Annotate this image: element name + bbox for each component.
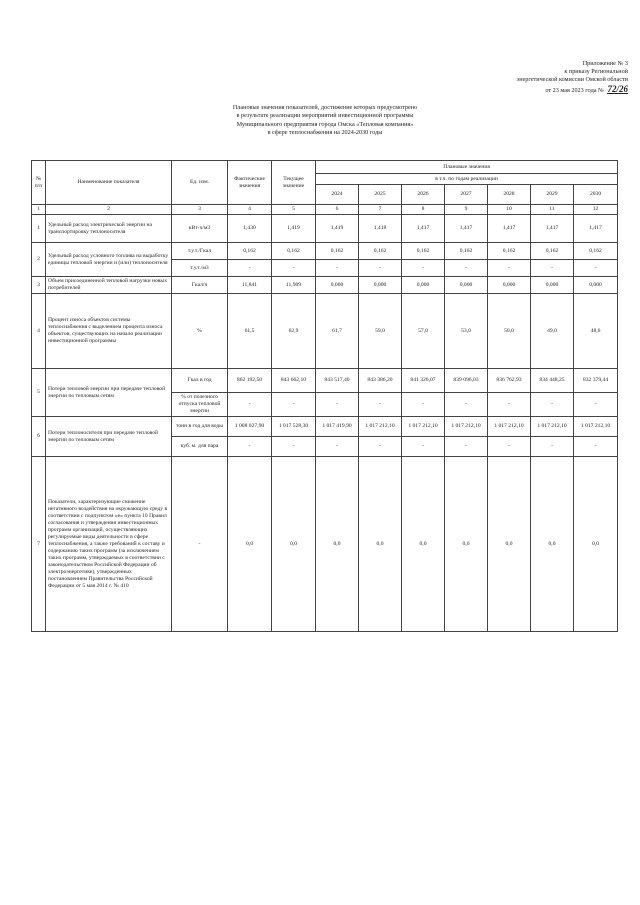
year-value: - [316, 393, 359, 417]
current-value: - [272, 393, 316, 417]
title-line: Муниципального предприятия города Омска «Тепловая компания» [236, 120, 414, 128]
year-value: 48,6 [574, 294, 618, 369]
year-value: 49,0 [531, 294, 574, 369]
actual-value: 0,0 [228, 457, 272, 632]
header-current: Текущее значение [272, 161, 316, 205]
year-value: 0,0 [402, 457, 445, 632]
actual-value: 862 192,50 [228, 369, 272, 393]
year-value: 0,000 [402, 277, 445, 294]
year-value: - [445, 393, 488, 417]
row-number: 6 [32, 417, 46, 457]
column-number: 6 [316, 205, 359, 215]
year-value: 0,0 [359, 457, 402, 632]
current-value: 1 017 528,30 [272, 417, 316, 437]
year-value: 0,162 [445, 243, 488, 260]
actual-value: 1 008 027,90 [228, 417, 272, 437]
year-value: 836 762,93 [488, 369, 531, 393]
indicator-name: Потери тепловой энергии при передаче тепловой энергии по тепловым сетям [46, 369, 172, 417]
year-value: - [531, 437, 574, 457]
unit-cell: Гкал в год [172, 369, 228, 393]
year-value: 1,419 [316, 215, 359, 243]
year-value: 1 017 212,10 [574, 417, 618, 437]
year-value: - [402, 393, 445, 417]
order-number: 72/26 [607, 83, 628, 94]
title-line: в результате реализации мероприятий инвестиционной программы [236, 112, 414, 120]
table-row [32, 417, 618, 437]
row-number: 3 [32, 277, 46, 294]
year-value: 0,162 [531, 243, 574, 260]
indicator-name: Удельный расход электрической энергии на транспортировку теплоносителя [46, 215, 172, 243]
table-row [32, 215, 618, 243]
year-value: 0,000 [359, 277, 402, 294]
year-value: 1,417 [445, 215, 488, 243]
actual-value: - [228, 393, 272, 417]
table-row [32, 294, 618, 369]
year-value: 0,000 [488, 277, 531, 294]
year-value: 839 096,03 [445, 369, 488, 393]
year-value: 0,162 [359, 243, 402, 260]
year-value: 50,0 [488, 294, 531, 369]
year-value: 1 017 212,10 [359, 417, 402, 437]
year-value: 1 017 212,10 [402, 417, 445, 437]
current-value: 843 662,10 [272, 369, 316, 393]
year-value: - [445, 260, 488, 277]
year-value: 832 379,44 [574, 369, 618, 393]
year-value: - [531, 393, 574, 417]
header-year: 2026 [402, 185, 445, 205]
column-number: 3 [172, 205, 228, 215]
year-value: 0,000 [445, 277, 488, 294]
title-line: в сфере теплоснабжения на 2024-2030 годы [267, 129, 383, 137]
column-number: 4 [228, 205, 272, 215]
year-value: 1 017 212,10 [531, 417, 574, 437]
header-year: 2029 [531, 185, 574, 205]
year-value: 0,000 [574, 277, 618, 294]
appendix-date: от 23 мая 2023 года № [545, 86, 604, 94]
year-value: - [402, 260, 445, 277]
row-number: 1 [32, 215, 46, 243]
year-value: - [574, 393, 618, 417]
column-number: 9 [445, 205, 488, 215]
current-value: - [272, 260, 316, 277]
actual-value: 61,5 [228, 294, 272, 369]
column-number: 11 [531, 205, 574, 215]
year-value: 841 326,07 [402, 369, 445, 393]
current-value: 11,909 [272, 277, 316, 294]
unit-cell: куб. м. для пара [172, 437, 228, 457]
actual-value: - [228, 260, 272, 277]
row-number: 4 [32, 294, 46, 369]
year-value: - [316, 437, 359, 457]
unit-cell: кВт·ч/м3 [172, 215, 228, 243]
year-value: 0,162 [402, 243, 445, 260]
unit-cell: Гкал/ч [172, 277, 228, 294]
header-by-years: в т.ч. по годам реализации [316, 174, 618, 185]
unit-cell: т.у.т./м3 [172, 260, 228, 277]
year-value: - [359, 260, 402, 277]
row-number: 5 [32, 369, 46, 417]
year-value: 57,0 [402, 294, 445, 369]
year-value: 1,417 [488, 215, 531, 243]
table-row [32, 277, 618, 294]
unit-cell: - [172, 457, 228, 632]
row-number: 7 [32, 457, 46, 632]
year-value: 843 386,20 [359, 369, 402, 393]
unit-cell: % [172, 294, 228, 369]
appendix-line: к приказу Региональной [564, 68, 628, 76]
year-value: - [488, 437, 531, 457]
year-value: 0,0 [574, 457, 618, 632]
year-value: - [488, 393, 531, 417]
table-row [32, 369, 618, 393]
header-year: 2024 [316, 185, 359, 205]
document-title [180, 104, 470, 138]
appendix-date-line [458, 85, 628, 95]
year-value: 1,417 [574, 215, 618, 243]
year-value: - [359, 393, 402, 417]
current-value: 0,0 [272, 457, 316, 632]
year-value: - [402, 437, 445, 457]
year-value: 843 517,40 [316, 369, 359, 393]
column-number: 8 [402, 205, 445, 215]
year-value: 1,418 [359, 215, 402, 243]
title-line: Плановые значения показателей, достижение которых предусмотрено [232, 104, 418, 111]
indicator-name: Потери теплоносителя при передаче тепловой энергии по тепловым сетям [46, 417, 172, 457]
indicator-name: Процент износа объектов системы теплоснабжения с выделением процента износа объектов, существующих на начало реализации инвестиционной программы [46, 294, 172, 369]
year-value: 0,0 [316, 457, 359, 632]
appendix-block [458, 60, 628, 95]
actual-value: 11,841 [228, 277, 272, 294]
header-num: № п/п [32, 161, 46, 205]
header-year: 2028 [488, 185, 531, 205]
year-value: 0,0 [531, 457, 574, 632]
year-value: 0,000 [316, 277, 359, 294]
year-value: - [574, 260, 618, 277]
indicators-table [31, 160, 618, 632]
header-year: 2025 [359, 185, 402, 205]
table-row [32, 243, 618, 260]
year-value: 1 017 419,90 [316, 417, 359, 437]
unit-cell: % от полезного отпуска тепловой энергии [172, 393, 228, 417]
table-row [32, 457, 618, 632]
year-value: 61,7 [316, 294, 359, 369]
column-number: 12 [574, 205, 618, 215]
year-value: 0,162 [488, 243, 531, 260]
header-year: 2030 [574, 185, 618, 205]
appendix-line: Приложение № 3 [582, 60, 628, 67]
year-value: 0,0 [488, 457, 531, 632]
column-number: 5 [272, 205, 316, 215]
year-value: 0,162 [316, 243, 359, 260]
current-value: - [272, 437, 316, 457]
year-value: 834 448,25 [531, 369, 574, 393]
appendix-line: энергетической комиссии Омской области [516, 76, 628, 84]
year-value: - [574, 437, 618, 457]
year-value: 0,000 [531, 277, 574, 294]
year-value: - [316, 260, 359, 277]
unit-cell: тонн в год для воды [172, 417, 228, 437]
row-number: 2 [32, 243, 46, 277]
year-value: 1,417 [531, 215, 574, 243]
year-value: 53,0 [445, 294, 488, 369]
indicator-name: Удельный расход условного топлива на выработку единицы тепловой энергии и (или) теплоносителя [46, 243, 172, 277]
actual-value: - [228, 437, 272, 457]
header-plan: Плановые значения [316, 161, 618, 174]
column-number: 2 [46, 205, 172, 215]
actual-value: 0,162 [228, 243, 272, 260]
year-value: 1 017 212,10 [445, 417, 488, 437]
year-value: 0,162 [574, 243, 618, 260]
current-value: 1,419 [272, 215, 316, 243]
header-name: Наименование показателя [46, 161, 172, 205]
indicator-name: Показатели, характеризующие снижение негативного воздействия на окружающую среду в соответствии с подпунктом «е» пункта 10 Правил согласования и утверждения инвестиционных программ организаций, осуществляющих регулируемые виды деятельности в сфере теплоснабжения, а также требований к составу и содержанию таких программ (за исключением таких программ, утверждаемых в соответствии с законодательством Российской Федерации об электроэнергетике), утвержденных постановлением Правительства Российской Федерации от 5 мая 2014 г. № 410 [46, 457, 172, 632]
year-value: 1 017 212,10 [488, 417, 531, 437]
header-unit: Ед. изм. [172, 161, 228, 205]
year-value: 0,0 [445, 457, 488, 632]
unit-cell: т.у.т./Гкал [172, 243, 228, 260]
header-year: 2027 [445, 185, 488, 205]
current-value: 0,162 [272, 243, 316, 260]
year-value: - [445, 437, 488, 457]
column-number: 7 [359, 205, 402, 215]
year-value: 1,417 [402, 215, 445, 243]
year-value: - [531, 260, 574, 277]
header-actual: Фактические значения [228, 161, 272, 205]
column-number: 10 [488, 205, 531, 215]
year-value: - [359, 437, 402, 457]
year-value: - [488, 260, 531, 277]
actual-value: 1,430 [228, 215, 272, 243]
column-number: 1 [32, 205, 46, 215]
year-value: 59,0 [359, 294, 402, 369]
indicator-name: Объем присоединенной тепловой нагрузки новых потребителей [46, 277, 172, 294]
current-value: 62,9 [272, 294, 316, 369]
